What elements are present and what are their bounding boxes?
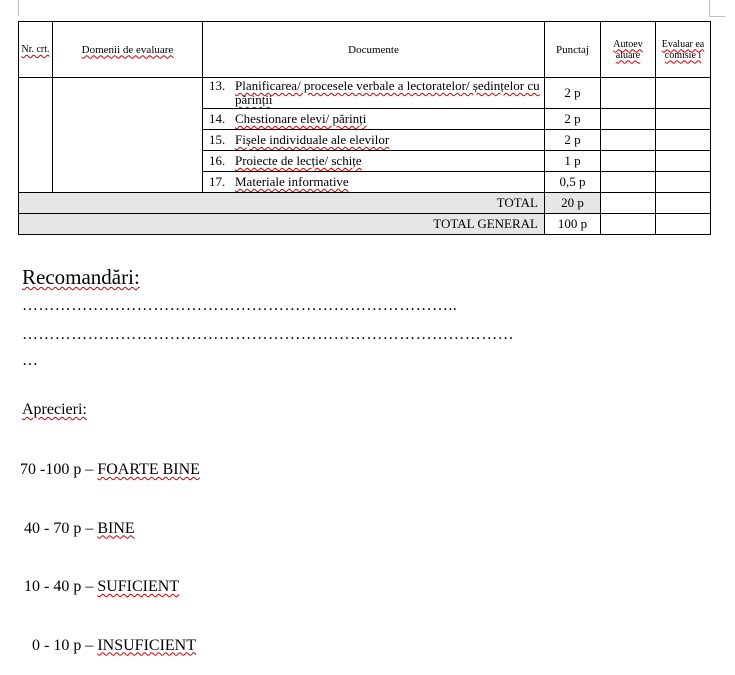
- total-row: [19, 193, 711, 214]
- item-number: 17.: [209, 174, 226, 189]
- scale-grade: SUFICIENT: [97, 578, 180, 595]
- scale-range: 70 -100 p: [20, 461, 82, 478]
- grand-total-committee-eval-cell[interactable]: [656, 214, 711, 235]
- grand-total-label: TOTAL GENERAL: [19, 214, 545, 235]
- committee-eval-cell[interactable]: [656, 109, 711, 130]
- domain-cell: [53, 78, 203, 193]
- grading-scale: [20, 421, 200, 675]
- scale-grade: INSUFICIENT: [97, 636, 196, 654]
- self-eval-cell[interactable]: [601, 78, 656, 109]
- scale-row: 0 - 10 p – INSUFICIENT: [20, 636, 196, 654]
- scale-grade: BINE: [97, 519, 135, 537]
- grand-total-points: 100 p: [545, 214, 601, 235]
- table-row: [19, 78, 711, 109]
- item-number: 13.: [209, 78, 226, 93]
- self-eval-cell[interactable]: [601, 109, 656, 130]
- page-margin-mark-left: [18, 0, 19, 16]
- scale-range: 0 - 10 p: [20, 636, 82, 654]
- document-cell: [203, 151, 545, 172]
- total-self-eval-cell[interactable]: [601, 193, 656, 214]
- points-cell: 1 p: [545, 151, 601, 172]
- table-header-row: [19, 22, 711, 78]
- scale-row: 40 - 70 p – BINE: [20, 519, 135, 537]
- header-documents: Documente: [203, 22, 545, 78]
- nr-crt-cell: [19, 78, 53, 193]
- recommendations-line-1[interactable]: ……………………………………………………………………..: [22, 297, 458, 314]
- document-cell: [203, 130, 545, 151]
- page-margin-mark-right-horizontal: [709, 16, 725, 17]
- header-self-evaluation: Autoev aluare: [601, 22, 656, 78]
- grand-total-self-eval-cell[interactable]: [601, 214, 656, 235]
- points-cell: 2 p: [545, 78, 601, 109]
- header-domains: Domenii de evaluare: [53, 22, 203, 78]
- item-text: Fișele individuale ale elevilor: [235, 132, 390, 147]
- header-committee-evaluation: Evaluar ea comisie i: [656, 22, 711, 78]
- document-cell: [203, 109, 545, 130]
- total-label: TOTAL: [19, 193, 545, 214]
- committee-eval-cell[interactable]: [656, 151, 711, 172]
- recommendations-title: Recomandări:: [22, 265, 140, 289]
- scale-grade: FOARTE BINE: [97, 461, 200, 478]
- total-committee-eval-cell[interactable]: [656, 193, 711, 214]
- scale-range: 40 - 70 p: [20, 519, 82, 537]
- points-cell: 2 p: [545, 130, 601, 151]
- appraisals-title: Aprecieri:: [22, 401, 87, 418]
- item-number: 15.: [209, 132, 226, 147]
- self-eval-cell[interactable]: [601, 151, 656, 172]
- committee-eval-cell[interactable]: [656, 130, 711, 151]
- points-cell: 2 p: [545, 109, 601, 130]
- item-text: Materiale informative: [235, 174, 349, 189]
- evaluation-table: [18, 21, 711, 235]
- self-eval-cell[interactable]: [601, 172, 656, 193]
- grand-total-row: [19, 214, 711, 235]
- committee-eval-cell[interactable]: [656, 172, 711, 193]
- document-cell: [203, 78, 545, 109]
- committee-eval-cell[interactable]: [656, 78, 711, 109]
- recommendations-line-2[interactable]: ………………………………………………………………………………: [22, 326, 514, 343]
- points-cell: 0,5 p: [545, 172, 601, 193]
- item-text: Planificarea/ procesele verbale a lectoratelor/ ședințelor cu părinții: [235, 78, 540, 107]
- item-text: Chestionare elevi/ părinți: [235, 111, 367, 126]
- header-nr-crt: Nr. crt.: [19, 22, 53, 78]
- page-margin-mark-right: [709, 0, 710, 16]
- scale-range: 10 - 40 p: [20, 578, 82, 595]
- recommendations-line-3[interactable]: …: [22, 352, 38, 369]
- item-text: Proiecte de lecție/ schițe: [235, 153, 362, 168]
- total-points: 20 p: [545, 193, 601, 214]
- scale-row: 70 -100 p – FOARTE BINE: [20, 461, 200, 478]
- scale-row: 10 - 40 p – SUFICIENT: [20, 578, 180, 595]
- document-cell: [203, 172, 545, 193]
- item-number: 14.: [209, 111, 226, 126]
- header-points: Punctaj: [545, 22, 601, 78]
- self-eval-cell[interactable]: [601, 130, 656, 151]
- item-number: 16.: [209, 153, 226, 168]
